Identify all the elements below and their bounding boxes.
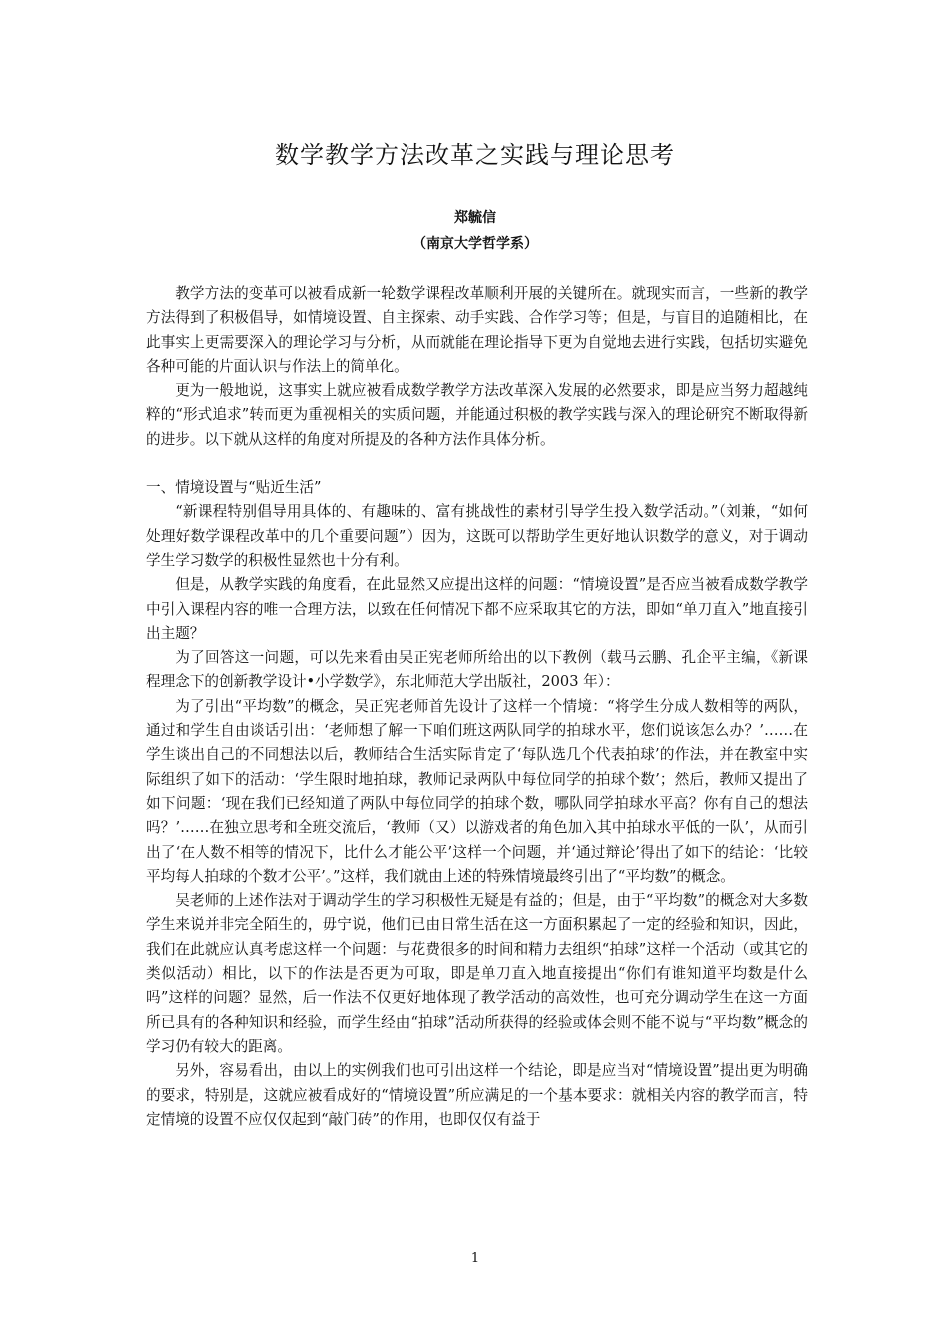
author-affiliation: （南京大学哲学系） [412, 236, 538, 252]
paragraph: “新课程特别倡导用具体的、有趣味的、富有挑战性的素材引导学生投入数学活动。”（刘兼，“如何处理好数学课程改革中的几个重要问题”）因为，这既可以帮助学生更好地认识数学的意义，对于调动学生学习数学的积极性显然也十分有利。 [146, 503, 808, 569]
page-number: 1 [470, 1251, 480, 1266]
paragraph: 更为一般地说，这事实上就应被看成数学教学方法改革深入发展的必然要求，即是应当努力超越纯粹的“形式追求”转而更为重视相关的实质问题，并能通过积极的教学实践与深入的理论研究不断取得新的进步。以下就从这样的角度对所提及的各种方法作具体分析。 [146, 382, 808, 448]
paragraph: 为了回答这一问题，可以先来看由吴正宪老师所给出的以下教例（载马云鹏、孔企平主编，《新课程理念下的创新教学设计•小学数学》，东北师范大学出版社，2003 年）： [146, 649, 808, 691]
document-body [146, 282, 808, 1132]
paragraph: 另外，容易看出，由以上的实例我们也可引出这样一个结论，即是应当对“情境设置”提出更为明确的要求，特别是，这就应被看成好的“情境设置”所应满足的一个基本要求：就相关内容的教学而言，特定情境的设置不应仅仅起到“敲门砖”的作用，也即仅仅有益于 [146, 1062, 808, 1128]
paragraph: 教学方法的变革可以被看成新一轮数学课程改革顺利开展的关键所在。就现实而言，一些新的教学方法得到了积极倡导，如情境设置、自主探索、动手实践、合作学习等；但是，与盲目的追随相比，在此事实上更需要深入的理论学习与分析，从而就能在理论指导下更为自觉地去进行实践，包括切实避免各种可能的片面认识与作法上的简单化。 [146, 285, 808, 375]
section-heading: 一、情境设置与“贴近生活” [146, 479, 322, 497]
paragraph: 但是，从教学实践的角度看，在此显然又应提出这样的问题：“情境设置”是否应当被看成数学教学中引入课程内容的唯一合理方法，以致在任何情况下都不应采取其它的方法，即如“单刀直入”地直接引出主题？ [146, 576, 808, 642]
author-name: 郑毓信 [454, 210, 496, 226]
paragraph: 为了引出“平均数”的概念，吴正宪老师首先设计了这样一个情境：“将学生分成人数相等的两队，通过和学生自由谈话引出：‘老师想了解一下咱们班这两队同学的拍球水平，您们说该怎么办？’……在学生谈出自己的不同想法以后，教师结合生活实际肯定了‘每队选几个代表拍球’的作法，并在教室中实际组织了如下的活动：‘学生限时地拍球，教师记录两队中每位同学的拍球个数’；然后，教师又提出了如下问题：‘现在我们已经知道了两队中每位同学的拍球个数，哪队同学拍球水平高？你有自己的想法吗？’……在独立思考和全班交流后，‘教师（又）以游戏者的角色加入其中拍球水平低的一队’，从而引出了‘在人数不相等的情况下，比什么才能公平’这样一个问题，并‘通过辩论’得出了如下的结论：‘比较平均每人拍球的个数才公平’。”这样，我们就由上述的特殊情境最终引出了“平均数”的概念。 [146, 697, 808, 885]
page-title: 数学教学方法改革之实践与理论思考 [275, 141, 675, 169]
section-gap [146, 452, 808, 476]
paragraph: 吴老师的上述作法对于调动学生的学习积极性无疑是有益的；但是，由于“平均数”的概念对大多数学生来说并非完全陌生的，毋宁说，他们已由日常生活在这一方面积累起了一定的经验和知识，因此，我们在此就应认真考虑这样一个问题：与花费很多的时间和精力去组织“拍球”这样一个活动（或其它的类似活动）相比，以下的作法是否更为可取，即是单刀直入地直接提出“你们有谁知道平均数是什么吗”这样的问题？显然，后一作法不仅更好地体现了教学活动的高效性，也可充分调动学生在这一方面所已具有的各种知识和经验，而学生经由“拍球”活动所获得的经验或体会则不能不说与“平均数”概念的学习仍有较大的距离。 [146, 892, 808, 1055]
